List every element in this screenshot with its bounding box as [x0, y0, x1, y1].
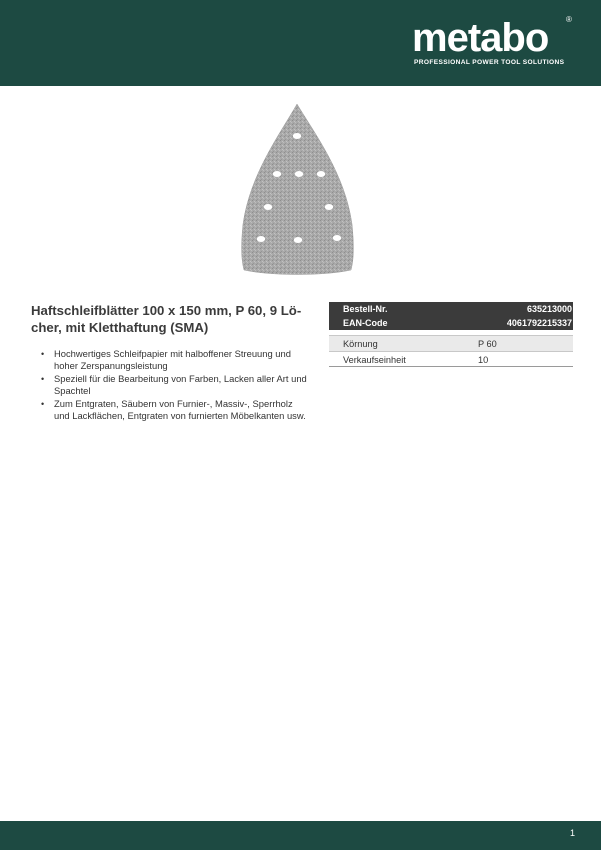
spec-row-sales-unit: [329, 351, 573, 367]
metabo-logo: metabo: [412, 16, 549, 60]
hole: [333, 235, 341, 241]
hole: [273, 171, 281, 177]
registered-mark: ®: [566, 15, 572, 24]
sheet-shape: [242, 104, 354, 275]
feature-item: • Zum Entgraten, Säubern von Furnier-, Massiv-, Sperrholz und Lackflächen, Entgraten von furnierten Möbelkanten usw.: [40, 398, 310, 422]
spec-value: P 60: [478, 339, 497, 349]
hole: [317, 171, 325, 177]
hole: [257, 236, 265, 242]
spec-body: [329, 335, 573, 367]
spec-label: Körnung: [343, 339, 378, 349]
spec-header: [329, 302, 573, 330]
spec-value: 635213000: [526, 304, 572, 314]
feature-list: [40, 348, 310, 423]
footer-bar: [0, 821, 601, 850]
hole: [325, 204, 333, 210]
hole: [264, 204, 272, 210]
hole: [294, 237, 302, 243]
page-number: 1: [570, 828, 576, 838]
hole: [293, 133, 301, 139]
brand-tagline: PROFESSIONAL POWER TOOL SOLUTIONS: [414, 59, 565, 66]
spec-value: 10: [478, 355, 489, 365]
spec-row-order-number: [329, 302, 573, 316]
feature-item: • Hochwertiges Schleifpapier mit halboffener Streuung und hoher Zerspanungsleistung: [40, 348, 310, 372]
spec-table: [329, 302, 573, 367]
sanding-sheet-image: [240, 104, 355, 276]
product-title: Haftschleifblätter 100 x 150 mm, P 60, 9 Löcher, mit Kletthaftung (SMA): [31, 303, 302, 335]
hole: [295, 171, 303, 177]
spec-label: Bestell-Nr.: [343, 304, 388, 314]
spec-row-ean: [329, 316, 573, 330]
spec-label: Verkaufseinheit: [343, 355, 406, 365]
feature-item: • Speziell für die Bearbeitung von Farben, Lacken aller Art und Spachtel: [40, 373, 310, 397]
spec-row-grit: [329, 335, 573, 351]
spec-label: EAN-Code: [343, 318, 388, 328]
spec-value: 4061792215337: [506, 318, 572, 328]
